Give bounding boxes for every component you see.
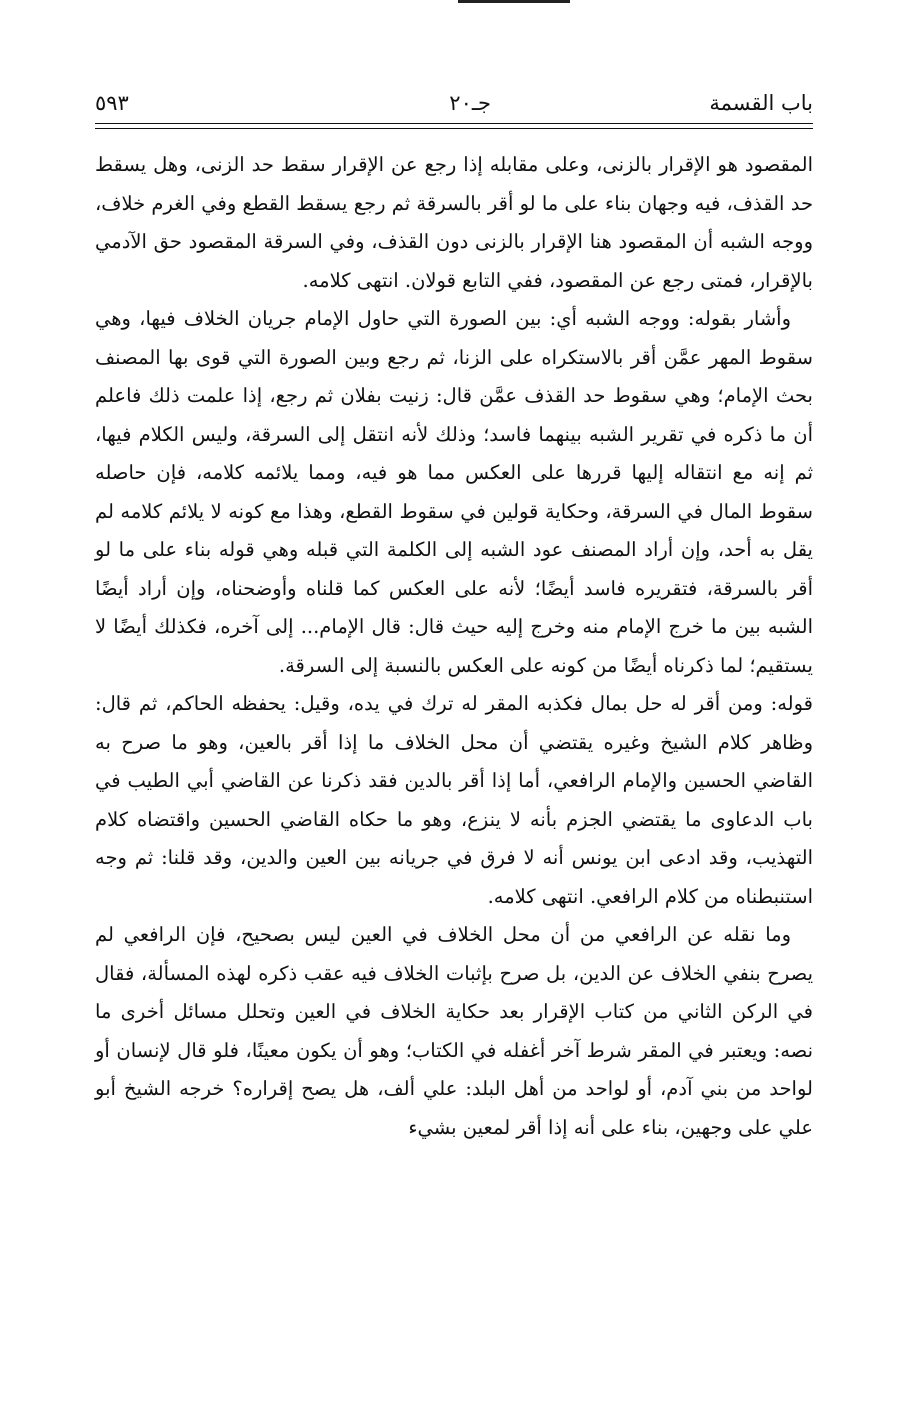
- page-header: [95, 88, 813, 118]
- volume-number: جـ٢٠: [449, 91, 491, 115]
- page-number: ٥٩٣: [95, 91, 129, 115]
- header-rule-thin: [95, 128, 813, 129]
- chapter-title: باب القسمة: [709, 91, 813, 115]
- paragraph-3: قوله: ومن أقر له حل بمال فكذبه المقر له ترك في يده، وقيل: يحفظه الحاكم، ثم قال: وظاهر كلام الشيخ وغيره يقتضي أن محل الخلاف ما إذا أقر بالعين، وهو ما صرح به القاضي الحسين والإمام الرافعي، أما إذا أقر بالدين فقد ذكرنا عن القاضي أبي الطيب في باب الدعاوى ما يقتضي الجزم بأنه لا ينزع، وهو ما حكاه القاضي الحسين واقتضاه كلام التهذيب، وقد ادعى ابن يونس أنه لا فرق في جريانه بين العين والدين، وقد قلنا: ثم وجه استنبطناه من كلام الرافعي. انتهى كلامه.: [95, 692, 813, 908]
- header-rule-thick: [95, 123, 813, 124]
- top-edge-mark: [458, 0, 570, 3]
- paragraph-4: وما نقله عن الرافعي من أن محل الخلاف في العين ليس بصحيح، فإن الرافعي لم يصرح بنفي الخلاف عن الدين، بل صرح بإثبات الخلاف فيه عقب ذكره لهذه المسألة، فقال في الركن الثاني من كتاب الإقرار بعد حكاية الخلاف في العين وتحلل مسائل أخرى ما نصه: ويعتبر في المقر شرط آخر أغفله في الكتاب؛ وهو أن يكون معينًا، فلو قال لإنسان أو لواحد من بني آدم، أو لواحد من أهل البلد: علي ألف، هل يصح إقراره؟ خرجه الشيخ أبو علي على وجهين، بناء على أنه إذا أقر لمعين بشيء: [95, 923, 813, 1139]
- paragraph-2: وأشار بقوله: ووجه الشبه أي: بين الصورة التي حاول الإمام جريان الخلاف فيها، وهي سقوط المهر عمَّن أقر بالاستكراه على الزنا، ثم رجع وبين الصورة التي قوى بها المصنف بحث الإمام؛ وهي سقوط حد القذف عمَّن قال: زنيت بفلان ثم رجع، إذا علمت ذلك فاعلم أن ما ذكره في تقرير الشبه بينهما فاسد؛ وذلك لأنه انتقل إلى السرقة، وليس الكلام فيها، ثم إنه مع انتقاله إليها قررها على العكس مما هو فيه، ومما يلائمه كلامه، فإن حاصله سقوط المال في السرقة، وحكاية قولين في سقوط القطع، وهذا مع كونه لا يلائم كلامه لم يقل به أحد، وإن أراد المصنف عود الشبه إلى الكلمة التي قبله وهي قوله بناء على ما لو أقر بالسرقة، فتقريره فاسد أيضًا؛ لأنه على العكس كما قلناه وأوضحناه، وإن أراد أيضًا الشبه بين ما خرج الإمام منه وخرج إليه حيث قال: قال الإمام... إلى آخره، فكذلك أيضًا لا يستقيم؛ لما ذكرناه أيضًا من كونه على العكس بالنسبة إلى السرقة.: [95, 307, 813, 677]
- paragraph-1: المقصود هو الإقرار بالزنى، وعلى مقابله إذا رجع عن الإقرار سقط حد الزنى، وهل يسقط حد القذف، فيه وجهان بناء على ما لو أقر بالسرقة ثم رجع يسقط القطع وفي الغرم خلاف، ووجه الشبه أن المقصود هنا الإقرار بالزنى دون القذف، وفي السرقة المقصود حق الآدمي بالإقرار، فمتى رجع عن المقصود، ففي التابع قولان. انتهى كلامه.: [95, 153, 813, 292]
- page-body: [95, 146, 813, 1147]
